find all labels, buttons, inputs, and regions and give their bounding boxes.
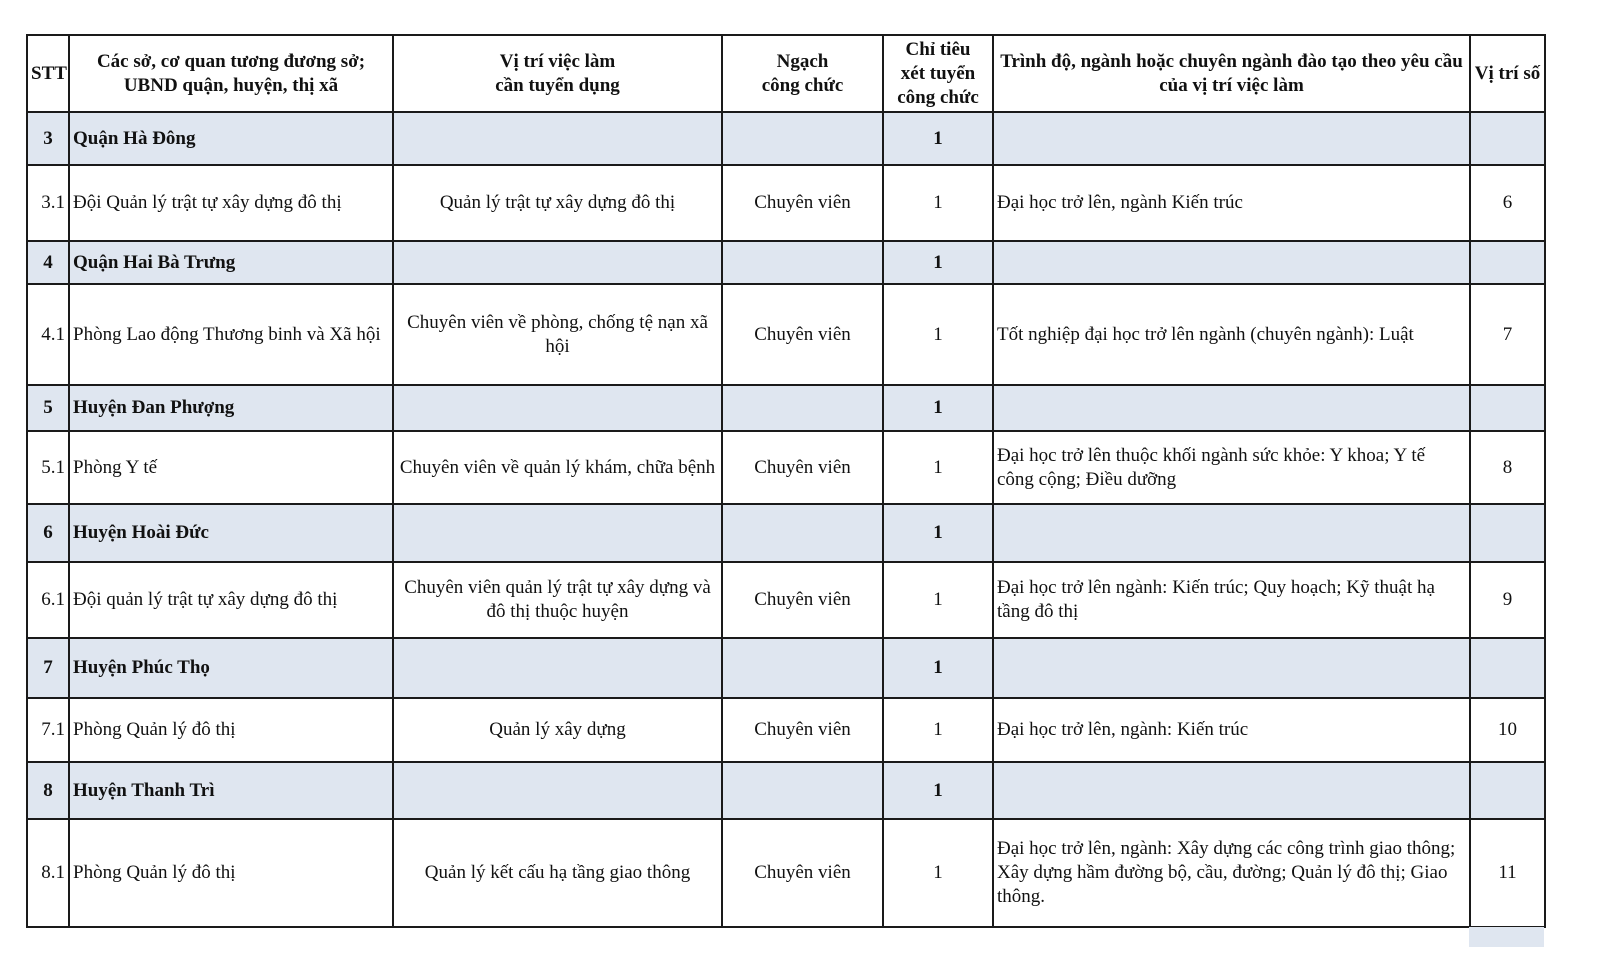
cell-agency: Huyện Phúc Thọ (69, 638, 393, 698)
table-row (27, 562, 1545, 638)
cell-rank: Chuyên viên (722, 165, 883, 241)
table-row (27, 385, 1545, 431)
cell-stt: 4.1 (27, 284, 69, 385)
cell-stt: 4 (27, 241, 69, 284)
cell-rank: Chuyên viên (722, 819, 883, 927)
cell-position (393, 241, 722, 284)
cell-agency: Đội Quản lý trật tự xây dựng đô thị (69, 165, 393, 241)
cell-stt: 8.1 (27, 819, 69, 927)
cell-qualification (993, 762, 1470, 819)
cell-quota: 1 (883, 112, 993, 165)
cell-qualification: Đại học trở lên thuộc khối ngành sức khỏe: Y khoa; Y tế công cộng; Điều dưỡng (993, 431, 1470, 504)
cell-quota: 1 (883, 819, 993, 927)
cell-agency: Huyện Đan Phượng (69, 385, 393, 431)
header-quota-line1: Chỉ tiêu (905, 38, 971, 60)
cell-position: Chuyên viên quản lý trật tự xây dựng và đô thị thuộc huyện (393, 562, 722, 638)
cell-qualification (993, 504, 1470, 562)
cell-position: Quản lý trật tự xây dựng đô thị (393, 165, 722, 241)
cell-stt: 3 (27, 112, 69, 165)
cell-agency: Đội quản lý trật tự xây dựng đô thị (69, 562, 393, 638)
cell-position-no: 6 (1470, 165, 1545, 241)
cell-stt: 5 (27, 385, 69, 431)
header-position-line1: Vị trí việc làm (499, 50, 616, 72)
header-position (393, 35, 722, 112)
cell-qualification (993, 241, 1470, 284)
cell-qualification: Tốt nghiệp đại học trở lên ngành (chuyên ngành): Luật (993, 284, 1470, 385)
cell-agency: Quận Hai Bà Trưng (69, 241, 393, 284)
cell-qualification: Đại học trở lên ngành: Kiến trúc; Quy hoạch; Kỹ thuật hạ tầng đô thị (993, 562, 1470, 638)
header-agency (69, 35, 393, 112)
table-row (27, 762, 1545, 819)
table-row (27, 698, 1545, 762)
table-row (27, 819, 1545, 927)
cell-quota: 1 (883, 284, 993, 385)
cell-qualification: Đại học trở lên, ngành: Xây dựng các công trình giao thông; Xây dựng hầm đường bộ, cầu, đường; Quản lý đô thị; Giao thông. (993, 819, 1470, 927)
header-position-line2: cần tuyển dụng (495, 74, 620, 96)
header-rank-line1: Ngạch (776, 50, 829, 72)
cell-rank (722, 638, 883, 698)
cell-stt: 7 (27, 638, 69, 698)
cell-quota: 1 (883, 504, 993, 562)
cell-rank (722, 762, 883, 819)
cell-quota: 1 (883, 165, 993, 241)
table-row (27, 284, 1545, 385)
header-stt: STT (27, 35, 69, 112)
cell-qualification (993, 385, 1470, 431)
cell-quota: 1 (883, 431, 993, 504)
cell-stt: 6.1 (27, 562, 69, 638)
cell-quota: 1 (883, 241, 993, 284)
filler-cell (1469, 927, 1544, 947)
cell-qualification: Đại học trở lên, ngành: Kiến trúc (993, 698, 1470, 762)
header-rank-line2: công chức (761, 74, 844, 96)
cell-stt: 6 (27, 504, 69, 562)
header-qualification: Trình độ, ngành hoặc chuyên ngành đào tạo theo yêu cầu của vị trí việc làm (993, 35, 1470, 112)
cell-rank (722, 385, 883, 431)
cell-position (393, 638, 722, 698)
cell-rank: Chuyên viên (722, 562, 883, 638)
table-row (27, 241, 1545, 284)
cell-agency: Phòng Quản lý đô thị (69, 698, 393, 762)
header-quota-line2: xét tuyển (900, 62, 976, 84)
header-quota (883, 35, 993, 112)
header-quota-line3: công chức (897, 86, 979, 108)
cell-agency: Phòng Y tế (69, 431, 393, 504)
cell-position-no (1470, 241, 1545, 284)
cell-quota: 1 (883, 638, 993, 698)
cell-rank (722, 112, 883, 165)
cell-quota: 1 (883, 698, 993, 762)
cell-position-no: 9 (1470, 562, 1545, 638)
cell-stt: 7.1 (27, 698, 69, 762)
cell-position: Chuyên viên về quản lý khám, chữa bệnh (393, 431, 722, 504)
cell-position: Quản lý kết cấu hạ tầng giao thông (393, 819, 722, 927)
cell-quota: 1 (883, 385, 993, 431)
cell-stt: 8 (27, 762, 69, 819)
table-row (27, 112, 1545, 165)
cell-position-no (1470, 762, 1545, 819)
recruitment-table (26, 34, 1546, 928)
cell-agency: Phòng Lao động Thương binh và Xã hội (69, 284, 393, 385)
cell-position (393, 112, 722, 165)
cell-position: Quản lý xây dựng (393, 698, 722, 762)
cell-position-no (1470, 385, 1545, 431)
cell-agency: Huyện Thanh Trì (69, 762, 393, 819)
cell-rank (722, 241, 883, 284)
header-rank (722, 35, 883, 112)
cell-position-no (1470, 504, 1545, 562)
cell-quota: 1 (883, 562, 993, 638)
header-agency-line2: UBND quận, huyện, thị xã (123, 74, 339, 96)
cell-qualification (993, 112, 1470, 165)
cell-rank (722, 504, 883, 562)
cell-qualification (993, 638, 1470, 698)
cell-position-no: 7 (1470, 284, 1545, 385)
cell-agency: Huyện Hoài Đức (69, 504, 393, 562)
header-agency-line1: Các sở, cơ quan tương đương sở; (96, 50, 366, 72)
cell-position: Chuyên viên về phòng, chống tệ nạn xã hội (393, 284, 722, 385)
cell-position-no: 11 (1470, 819, 1545, 927)
cell-stt: 5.1 (27, 431, 69, 504)
table-row (27, 504, 1545, 562)
header-position-no: Vị trí số (1470, 35, 1545, 112)
table-row (27, 638, 1545, 698)
cell-position-no: 8 (1470, 431, 1545, 504)
cell-rank: Chuyên viên (722, 698, 883, 762)
table-row (27, 431, 1545, 504)
cell-position (393, 385, 722, 431)
cell-position (393, 762, 722, 819)
cell-position-no (1470, 112, 1545, 165)
cell-agency: Phòng Quản lý đô thị (69, 819, 393, 927)
cell-position-no: 10 (1470, 698, 1545, 762)
cell-rank: Chuyên viên (722, 284, 883, 385)
cell-position (393, 504, 722, 562)
cell-qualification: Đại học trở lên, ngành Kiến trúc (993, 165, 1470, 241)
cell-agency: Quận Hà Đông (69, 112, 393, 165)
cell-rank: Chuyên viên (722, 431, 883, 504)
table-row (27, 165, 1545, 241)
header-row (27, 35, 1545, 112)
cell-position-no (1470, 638, 1545, 698)
cell-stt: 3.1 (27, 165, 69, 241)
cell-quota: 1 (883, 762, 993, 819)
